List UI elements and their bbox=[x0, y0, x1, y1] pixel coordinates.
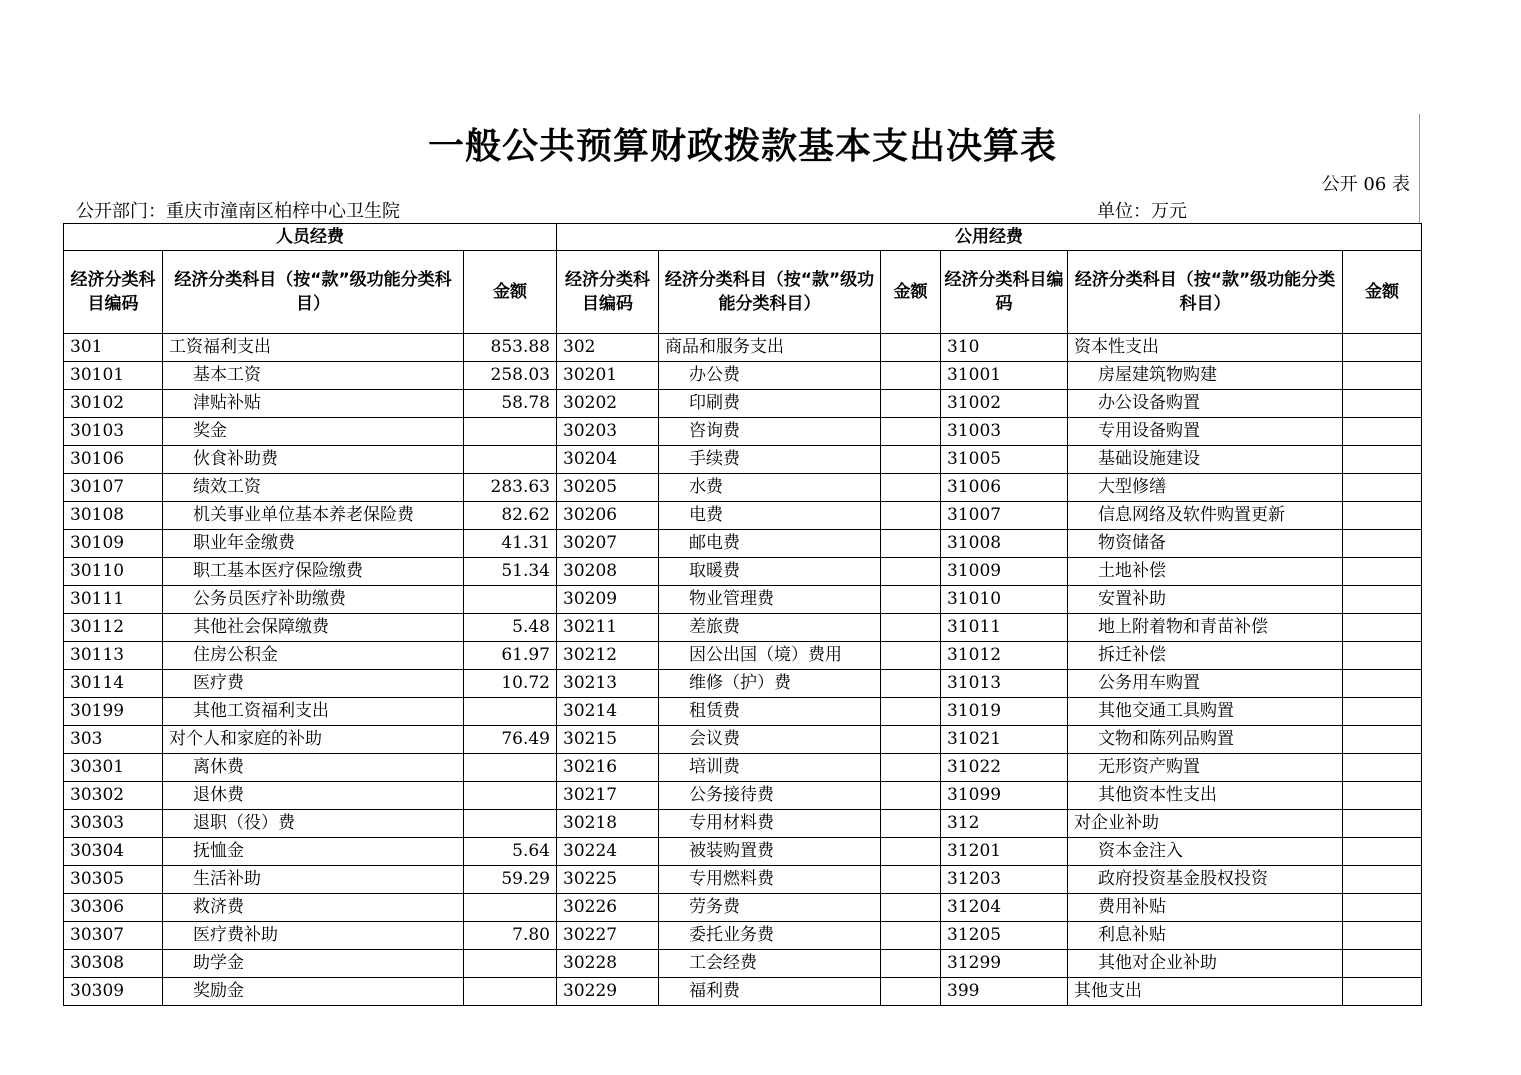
amount-cell bbox=[1343, 894, 1422, 922]
table-row bbox=[64, 362, 1422, 390]
name-cell: 政府投资基金股权投资 bbox=[1068, 866, 1343, 894]
name-cell: 住房公积金 bbox=[163, 642, 464, 670]
code-cell: 31203 bbox=[941, 866, 1068, 894]
code-cell: 31005 bbox=[941, 446, 1068, 474]
amount-cell bbox=[464, 782, 557, 810]
name-cell: 租赁费 bbox=[659, 698, 881, 726]
name-cell: 其他社会保障缴费 bbox=[163, 614, 464, 642]
table-row bbox=[64, 754, 1422, 782]
code-cell: 30199 bbox=[64, 698, 163, 726]
code-cell: 30101 bbox=[64, 362, 163, 390]
code-cell: 399 bbox=[941, 978, 1068, 1006]
amount-cell bbox=[1343, 446, 1422, 474]
code-cell: 30303 bbox=[64, 810, 163, 838]
code-cell: 30302 bbox=[64, 782, 163, 810]
amount-cell bbox=[1343, 698, 1422, 726]
table-row bbox=[64, 922, 1422, 950]
amount-cell: 5.64 bbox=[464, 838, 557, 866]
amount-cell bbox=[464, 754, 557, 782]
name-cell: 培训费 bbox=[659, 754, 881, 782]
header-name-3: 经济分类科目（按“款”级功能分类科目） bbox=[1068, 251, 1343, 334]
code-cell: 30228 bbox=[557, 950, 659, 978]
amount-cell bbox=[881, 810, 941, 838]
amount-cell bbox=[881, 782, 941, 810]
name-cell: 奖励金 bbox=[163, 978, 464, 1006]
amount-cell bbox=[881, 474, 941, 502]
code-cell: 31012 bbox=[941, 642, 1068, 670]
amount-cell: 76.49 bbox=[464, 726, 557, 754]
amount-cell: 59.29 bbox=[464, 866, 557, 894]
name-cell: 对企业补助 bbox=[1068, 810, 1343, 838]
table-row bbox=[64, 894, 1422, 922]
page-title: 一般公共预算财政拨款基本支出决算表 bbox=[427, 126, 1057, 167]
name-cell: 工资福利支出 bbox=[163, 334, 464, 362]
code-cell: 30109 bbox=[64, 530, 163, 558]
code-cell: 31299 bbox=[941, 950, 1068, 978]
code-cell: 30112 bbox=[64, 614, 163, 642]
name-cell: 职工基本医疗保险缴费 bbox=[163, 558, 464, 586]
code-cell: 30209 bbox=[557, 586, 659, 614]
code-cell: 30103 bbox=[64, 418, 163, 446]
code-cell: 31205 bbox=[941, 922, 1068, 950]
amount-cell bbox=[881, 530, 941, 558]
amount-cell bbox=[881, 390, 941, 418]
code-cell: 30217 bbox=[557, 782, 659, 810]
name-cell: 救济费 bbox=[163, 894, 464, 922]
name-cell: 取暖费 bbox=[659, 558, 881, 586]
code-cell: 30114 bbox=[64, 670, 163, 698]
code-cell: 30203 bbox=[557, 418, 659, 446]
amount-cell: 5.48 bbox=[464, 614, 557, 642]
name-cell: 助学金 bbox=[163, 950, 464, 978]
code-cell: 30207 bbox=[557, 530, 659, 558]
code-cell: 30213 bbox=[557, 670, 659, 698]
name-cell: 房屋建筑物购建 bbox=[1068, 362, 1343, 390]
amount-cell bbox=[464, 586, 557, 614]
amount-cell: 258.03 bbox=[464, 362, 557, 390]
code-cell: 30102 bbox=[64, 390, 163, 418]
name-cell: 生活补助 bbox=[163, 866, 464, 894]
amount-cell bbox=[1343, 838, 1422, 866]
code-cell: 30208 bbox=[557, 558, 659, 586]
name-cell: 伙食补助费 bbox=[163, 446, 464, 474]
name-cell: 福利费 bbox=[659, 978, 881, 1006]
code-cell: 31011 bbox=[941, 614, 1068, 642]
amount-cell bbox=[881, 726, 941, 754]
name-cell: 其他支出 bbox=[1068, 978, 1343, 1006]
header-amount-2: 金额 bbox=[881, 251, 941, 334]
name-cell: 委托业务费 bbox=[659, 922, 881, 950]
code-cell: 310 bbox=[941, 334, 1068, 362]
amount-cell bbox=[1343, 670, 1422, 698]
amount-cell bbox=[1343, 754, 1422, 782]
department-label: 公开部门：重庆市潼南区柏梓中心卫生院 bbox=[76, 201, 400, 222]
header-amount-1: 金额 bbox=[464, 251, 557, 334]
amount-cell: 82.62 bbox=[464, 502, 557, 530]
name-cell: 办公设备购置 bbox=[1068, 390, 1343, 418]
code-cell: 30308 bbox=[64, 950, 163, 978]
name-cell: 职业年金缴费 bbox=[163, 530, 464, 558]
name-cell: 退休费 bbox=[163, 782, 464, 810]
code-cell: 30309 bbox=[64, 978, 163, 1006]
code-cell: 31002 bbox=[941, 390, 1068, 418]
name-cell: 津贴补贴 bbox=[163, 390, 464, 418]
code-cell: 301 bbox=[64, 334, 163, 362]
table-row bbox=[64, 614, 1422, 642]
table-row bbox=[64, 586, 1422, 614]
amount-cell bbox=[1343, 558, 1422, 586]
header-code-2: 经济分类科目编码 bbox=[557, 251, 659, 334]
name-cell: 物资储备 bbox=[1068, 530, 1343, 558]
name-cell: 抚恤金 bbox=[163, 838, 464, 866]
name-cell: 对个人和家庭的补助 bbox=[163, 726, 464, 754]
code-cell: 30215 bbox=[557, 726, 659, 754]
amount-cell bbox=[881, 838, 941, 866]
amount-cell: 41.31 bbox=[464, 530, 557, 558]
table-row bbox=[64, 670, 1422, 698]
header-code-1: 经济分类科目编码 bbox=[64, 251, 163, 334]
table-number: 公开 06 表 bbox=[1321, 174, 1410, 195]
name-cell: 专用燃料费 bbox=[659, 866, 881, 894]
amount-cell bbox=[1343, 642, 1422, 670]
code-cell: 31003 bbox=[941, 418, 1068, 446]
name-cell: 专用材料费 bbox=[659, 810, 881, 838]
name-cell: 被装购置费 bbox=[659, 838, 881, 866]
code-cell: 30108 bbox=[64, 502, 163, 530]
amount-cell bbox=[1343, 418, 1422, 446]
amount-cell bbox=[1343, 726, 1422, 754]
header-name-1: 经济分类科目（按“款”级功能分类科目） bbox=[163, 251, 464, 334]
code-cell: 31013 bbox=[941, 670, 1068, 698]
amount-cell bbox=[1343, 474, 1422, 502]
amount-cell: 853.88 bbox=[464, 334, 557, 362]
table-row bbox=[64, 726, 1422, 754]
amount-cell bbox=[881, 642, 941, 670]
name-cell: 咨询费 bbox=[659, 418, 881, 446]
name-cell: 安置补助 bbox=[1068, 586, 1343, 614]
name-cell: 拆迁补偿 bbox=[1068, 642, 1343, 670]
name-cell: 绩效工资 bbox=[163, 474, 464, 502]
name-cell: 其他对企业补助 bbox=[1068, 950, 1343, 978]
amount-cell bbox=[881, 614, 941, 642]
code-cell: 30224 bbox=[557, 838, 659, 866]
amount-cell bbox=[881, 698, 941, 726]
amount-cell bbox=[464, 698, 557, 726]
amount-cell bbox=[1343, 334, 1422, 362]
code-cell: 30111 bbox=[64, 586, 163, 614]
name-cell: 水费 bbox=[659, 474, 881, 502]
amount-cell bbox=[881, 866, 941, 894]
code-cell: 30107 bbox=[64, 474, 163, 502]
name-cell: 离休费 bbox=[163, 754, 464, 782]
amount-cell bbox=[1343, 362, 1422, 390]
name-cell: 办公费 bbox=[659, 362, 881, 390]
name-cell: 工会经费 bbox=[659, 950, 881, 978]
amount-cell bbox=[881, 978, 941, 1006]
name-cell: 奖金 bbox=[163, 418, 464, 446]
amount-cell bbox=[1343, 978, 1422, 1006]
code-cell: 30206 bbox=[557, 502, 659, 530]
amount-cell bbox=[881, 586, 941, 614]
expenditure-table bbox=[63, 223, 1422, 1006]
code-cell: 31204 bbox=[941, 894, 1068, 922]
table-row bbox=[64, 866, 1422, 894]
name-cell: 劳务费 bbox=[659, 894, 881, 922]
table-row bbox=[64, 502, 1422, 530]
amount-cell: 10.72 bbox=[464, 670, 557, 698]
name-cell: 费用补贴 bbox=[1068, 894, 1343, 922]
amount-cell bbox=[881, 418, 941, 446]
code-cell: 31099 bbox=[941, 782, 1068, 810]
code-cell: 312 bbox=[941, 810, 1068, 838]
name-cell: 基础设施建设 bbox=[1068, 446, 1343, 474]
name-cell: 邮电费 bbox=[659, 530, 881, 558]
code-cell: 31009 bbox=[941, 558, 1068, 586]
name-cell: 公务用车购置 bbox=[1068, 670, 1343, 698]
code-cell: 30106 bbox=[64, 446, 163, 474]
name-cell: 机关事业单位基本养老保险费 bbox=[163, 502, 464, 530]
name-cell: 大型修缮 bbox=[1068, 474, 1343, 502]
code-cell: 30305 bbox=[64, 866, 163, 894]
name-cell: 手续费 bbox=[659, 446, 881, 474]
code-cell: 302 bbox=[557, 334, 659, 362]
name-cell: 物业管理费 bbox=[659, 586, 881, 614]
code-cell: 30306 bbox=[64, 894, 163, 922]
name-cell: 会议费 bbox=[659, 726, 881, 754]
code-cell: 30227 bbox=[557, 922, 659, 950]
header-amount-3: 金额 bbox=[1343, 251, 1422, 334]
amount-cell: 7.80 bbox=[464, 922, 557, 950]
amount-cell bbox=[1343, 502, 1422, 530]
name-cell: 退职（役）费 bbox=[163, 810, 464, 838]
amount-cell bbox=[881, 334, 941, 362]
code-cell: 31006 bbox=[941, 474, 1068, 502]
name-cell: 其他资本性支出 bbox=[1068, 782, 1343, 810]
name-cell: 公务接待费 bbox=[659, 782, 881, 810]
amount-cell bbox=[1343, 810, 1422, 838]
table-row bbox=[64, 698, 1422, 726]
amount-cell bbox=[881, 502, 941, 530]
amount-cell bbox=[881, 922, 941, 950]
amount-cell bbox=[464, 446, 557, 474]
code-cell: 30304 bbox=[64, 838, 163, 866]
code-cell: 31022 bbox=[941, 754, 1068, 782]
name-cell: 其他交通工具购置 bbox=[1068, 698, 1343, 726]
amount-cell bbox=[1343, 390, 1422, 418]
name-cell: 维修（护）费 bbox=[659, 670, 881, 698]
section-personnel: 人员经费 bbox=[64, 224, 557, 251]
code-cell: 30205 bbox=[557, 474, 659, 502]
table-row bbox=[64, 446, 1422, 474]
amount-cell bbox=[464, 810, 557, 838]
code-cell: 30226 bbox=[557, 894, 659, 922]
name-cell: 资本性支出 bbox=[1068, 334, 1343, 362]
name-cell: 因公出国（境）费用 bbox=[659, 642, 881, 670]
name-cell: 其他工资福利支出 bbox=[163, 698, 464, 726]
code-cell: 31010 bbox=[941, 586, 1068, 614]
name-cell: 公务员医疗补助缴费 bbox=[163, 586, 464, 614]
code-cell: 31021 bbox=[941, 726, 1068, 754]
code-cell: 30202 bbox=[557, 390, 659, 418]
code-cell: 31001 bbox=[941, 362, 1068, 390]
table-row bbox=[64, 838, 1422, 866]
name-cell: 电费 bbox=[659, 502, 881, 530]
amount-cell: 58.78 bbox=[464, 390, 557, 418]
name-cell: 地上附着物和青苗补偿 bbox=[1068, 614, 1343, 642]
unit-label: 单位：万元 bbox=[1097, 201, 1187, 222]
amount-cell: 61.97 bbox=[464, 642, 557, 670]
code-cell: 30110 bbox=[64, 558, 163, 586]
name-cell: 医疗费 bbox=[163, 670, 464, 698]
code-cell: 30218 bbox=[557, 810, 659, 838]
amount-cell bbox=[881, 894, 941, 922]
code-cell: 31008 bbox=[941, 530, 1068, 558]
name-cell: 无形资产购置 bbox=[1068, 754, 1343, 782]
code-cell: 30214 bbox=[557, 698, 659, 726]
table-row bbox=[64, 474, 1422, 502]
table-row bbox=[64, 558, 1422, 586]
name-cell: 专用设备购置 bbox=[1068, 418, 1343, 446]
code-cell: 30225 bbox=[557, 866, 659, 894]
amount-cell: 51.34 bbox=[464, 558, 557, 586]
table-row bbox=[64, 530, 1422, 558]
code-cell: 30229 bbox=[557, 978, 659, 1006]
amount-cell bbox=[1343, 922, 1422, 950]
name-cell: 信息网络及软件购置更新 bbox=[1068, 502, 1343, 530]
header-code-3: 经济分类科目编码 bbox=[941, 251, 1068, 334]
name-cell: 文物和陈列品购置 bbox=[1068, 726, 1343, 754]
code-cell: 30307 bbox=[64, 922, 163, 950]
header-name-2: 经济分类科目（按“款”级功能分类科目） bbox=[659, 251, 881, 334]
code-cell: 31019 bbox=[941, 698, 1068, 726]
table-row bbox=[64, 810, 1422, 838]
amount-cell bbox=[1343, 866, 1422, 894]
amount-cell bbox=[1343, 530, 1422, 558]
amount-cell bbox=[1343, 950, 1422, 978]
code-cell: 31201 bbox=[941, 838, 1068, 866]
code-cell: 30301 bbox=[64, 754, 163, 782]
amount-cell bbox=[464, 894, 557, 922]
code-cell: 31007 bbox=[941, 502, 1068, 530]
amount-cell: 283.63 bbox=[464, 474, 557, 502]
table-row bbox=[64, 390, 1422, 418]
amount-cell bbox=[1343, 782, 1422, 810]
amount-cell bbox=[1343, 586, 1422, 614]
name-cell: 医疗费补助 bbox=[163, 922, 464, 950]
name-cell: 印刷费 bbox=[659, 390, 881, 418]
table-row bbox=[64, 950, 1422, 978]
code-cell: 30216 bbox=[557, 754, 659, 782]
amount-cell bbox=[464, 950, 557, 978]
code-cell: 30204 bbox=[557, 446, 659, 474]
name-cell: 基本工资 bbox=[163, 362, 464, 390]
name-cell: 差旅费 bbox=[659, 614, 881, 642]
code-cell: 303 bbox=[64, 726, 163, 754]
amount-cell bbox=[881, 754, 941, 782]
amount-cell bbox=[464, 418, 557, 446]
table-row bbox=[64, 642, 1422, 670]
name-cell: 土地补偿 bbox=[1068, 558, 1343, 586]
amount-cell bbox=[881, 670, 941, 698]
name-cell: 商品和服务支出 bbox=[659, 334, 881, 362]
amount-cell bbox=[881, 446, 941, 474]
table-row bbox=[64, 418, 1422, 446]
name-cell: 资本金注入 bbox=[1068, 838, 1343, 866]
amount-cell bbox=[881, 558, 941, 586]
table-row bbox=[64, 334, 1422, 362]
amount-cell bbox=[881, 950, 941, 978]
table-row bbox=[64, 782, 1422, 810]
table-row bbox=[64, 978, 1422, 1006]
name-cell: 利息补贴 bbox=[1068, 922, 1343, 950]
code-cell: 30201 bbox=[557, 362, 659, 390]
code-cell: 30212 bbox=[557, 642, 659, 670]
amount-cell bbox=[881, 362, 941, 390]
amount-cell bbox=[1343, 614, 1422, 642]
code-cell: 30113 bbox=[64, 642, 163, 670]
amount-cell bbox=[464, 978, 557, 1006]
code-cell: 30211 bbox=[557, 614, 659, 642]
section-public: 公用经费 bbox=[557, 224, 1422, 251]
